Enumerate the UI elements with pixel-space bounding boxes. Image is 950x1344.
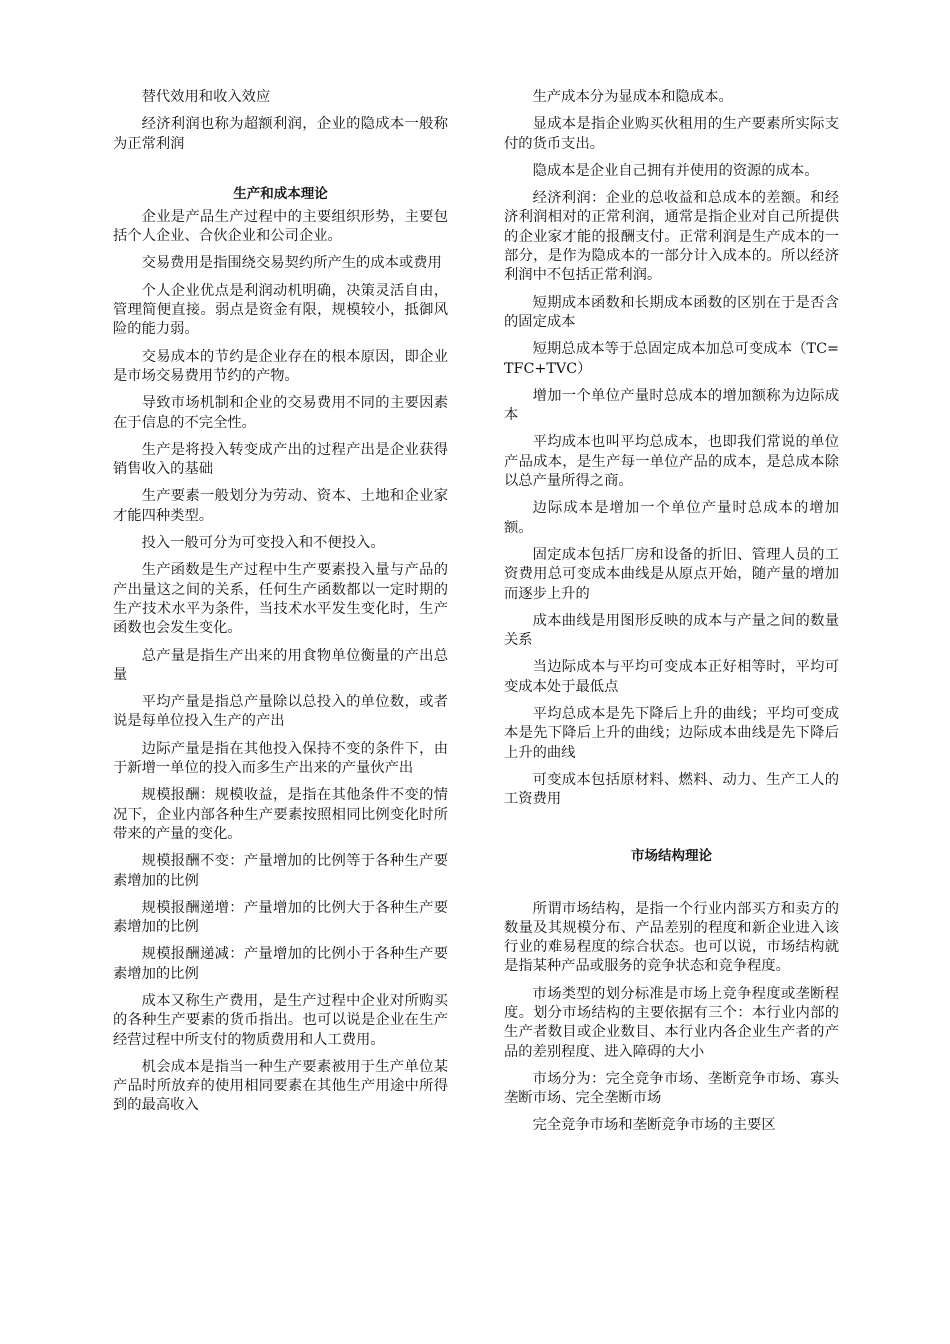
paragraph: 当边际成本与平均可变成本正好相等时，平均可变成本处于最低点 xyxy=(504,659,839,695)
paragraph: 企业是产品生产过程中的主要组织形势，主要包括个人企业、合伙企业和公司企业。 xyxy=(113,208,448,245)
paragraph: 生产要素一般划分为劳动、资本、土地和企业家才能四种类型。 xyxy=(113,488,448,524)
paragraph: 生产函数是生产过程中生产要素投入量与产品的产出量这之间的关系，任何生产函数都以一定时期的生产技术水平为条件，当技术水平发生变化时，生产函数也会发生变化。 xyxy=(113,562,448,637)
paragraph: 平均总成本是先下降后上升的曲线；平均可变成本是先下降后上升的曲线；边际成本曲线是先下降后上升的曲线 xyxy=(504,706,839,761)
paragraph: 短期成本函数和长期成本函数的区别在于是否含的固定成本 xyxy=(504,294,839,330)
section-heading: 市场结构理论 xyxy=(631,847,712,864)
paragraph: 成本曲线是用图形反映的成本与产量之间的数量关系 xyxy=(504,612,839,649)
paragraph: 规模报酬递减：产量增加的比例小于各种生产要素增加的比例 xyxy=(113,946,448,982)
paragraph: 生产是将投入转变成产出的过程产出是企业获得销售收入的基础 xyxy=(113,441,448,478)
paragraph: 短期总成本等于总固定成本加总可变成本（TC=TFC+TVC） xyxy=(504,341,839,377)
paragraph: 生产成本分为显成本和隐成本。 xyxy=(532,89,733,105)
paragraph: 个人企业优点是利润动机明确，决策灵活自由，管理简便直接。弱点是资金有限，规模较小，抵御风险的能力弱。 xyxy=(113,282,448,338)
paragraph: 经济利润也称为超额利润，企业的隐成本一般称为正常利润 xyxy=(113,116,448,152)
paragraph: 交易费用是指围绕交易契约所产生的成本或费用 xyxy=(141,255,442,272)
paragraph: 成本又称生产费用，是生产过程中企业对所购买的各种生产要素的货币指出。也可以说是企业在生产经营过程中所支付的物质费用和人工费用。 xyxy=(113,992,448,1048)
paragraph: 固定成本包括厂房和设备的折旧、管理人员的工资费用总可变成本曲线是从原点开始，随产量的增加而逐步上升的 xyxy=(504,546,839,602)
paragraph: 规模报酬：规模收益，是指在其他条件不变的情况下，企业内部各种生产要素按照相同比例变化时所带来的产量的变化。 xyxy=(113,787,448,842)
paragraph: 交易成本的节约是企业存在的根本原因，即企业是市场交易费用节约的产物。 xyxy=(113,348,448,384)
paragraph: 所谓市场结构，是指一个行业内部买方和卖方的数量及其规模分布、产品差别的程度和新企业进入该行业的难易程度的综合状态。也可以说，市场结构就是指某种产品或服务的竞争状态和竞争程度。 xyxy=(504,900,839,975)
right-column xyxy=(504,88,839,1144)
paragraph: 市场类型的划分标准是市场上竞争程度或垄断程度。划分市场结构的主要依据有三个：本行业内部的生产者数目或企业数目、本行业内各企业生产者的产品的差别程度、进入障碍的大小 xyxy=(504,985,839,1060)
paragraph: 完全竞争市场和垄断竞争市场的主要区 xyxy=(532,1117,776,1134)
paragraph: 增加一个单位产量时总成本的增加额称为边际成本 xyxy=(504,387,839,424)
paragraph: 边际成本是增加一个单位产量时总成本的增加额。 xyxy=(504,500,839,536)
paragraph: 总产量是指生产出来的用食物单位衡量的产出总量 xyxy=(113,647,448,683)
paragraph: 显成本是指企业购买伙租用的生产要素所实际支付的货币支出。 xyxy=(504,116,839,152)
paragraph: 平均成本也叫平均总成本，也即我们常说的单位产品成本，是生产每一单位产品的成本，是总成本除以总产量所得之商。 xyxy=(504,434,839,490)
section-heading: 生产和成本理论 xyxy=(233,185,328,202)
left-column xyxy=(113,88,448,1124)
paragraph: 规模报酬递增：产量增加的比例大于各种生产要素增加的比例 xyxy=(113,899,448,936)
paragraph: 投入一般可分为可变投入和不便投入。 xyxy=(141,535,385,552)
paragraph: 边际产量是指在其他投入保持不变的条件下，由于新增一单位的投入而多生产出来的产量伙产出 xyxy=(113,740,448,777)
paragraph: 机会成本是指当一种生产要素被用于生产单位某产品时所放弃的使用相同要素在其他生产用途中所得到的最高收入 xyxy=(113,1058,448,1114)
paragraph: 经济利润：企业的总收益和总成本的差额。和经济利润相对的正常利润，通常是指企业对自己所提供的企业家才能的报酬支付。正常利润是生产成本的一部分，是作为隐成本的一部分计入成本的。所以经济利润中不包括正常利润。 xyxy=(504,190,839,284)
paragraph: 替代效用和收入效应 xyxy=(141,89,271,105)
paragraph: 平均产量是指总产量除以总投入的单位数，或者说是每单位投入生产的产出 xyxy=(113,694,448,730)
paragraph: 隐成本是企业自己拥有并使用的资源的成本。 xyxy=(532,162,819,179)
paragraph: 可变成本包括原材料、燃料、动力、生产工人的工资费用 xyxy=(504,771,839,808)
paragraph: 规模报酬不变：产量增加的比例等于各种生产要素增加的比例 xyxy=(113,853,448,889)
paragraph: 导致市场机制和企业的交易费用不同的主要因素在于信息的不完全性。 xyxy=(113,395,448,431)
paragraph: 市场分为：完全竞争市场、垄断竞争市场、寡头垄断市场、完全垄断市场 xyxy=(504,1070,839,1107)
